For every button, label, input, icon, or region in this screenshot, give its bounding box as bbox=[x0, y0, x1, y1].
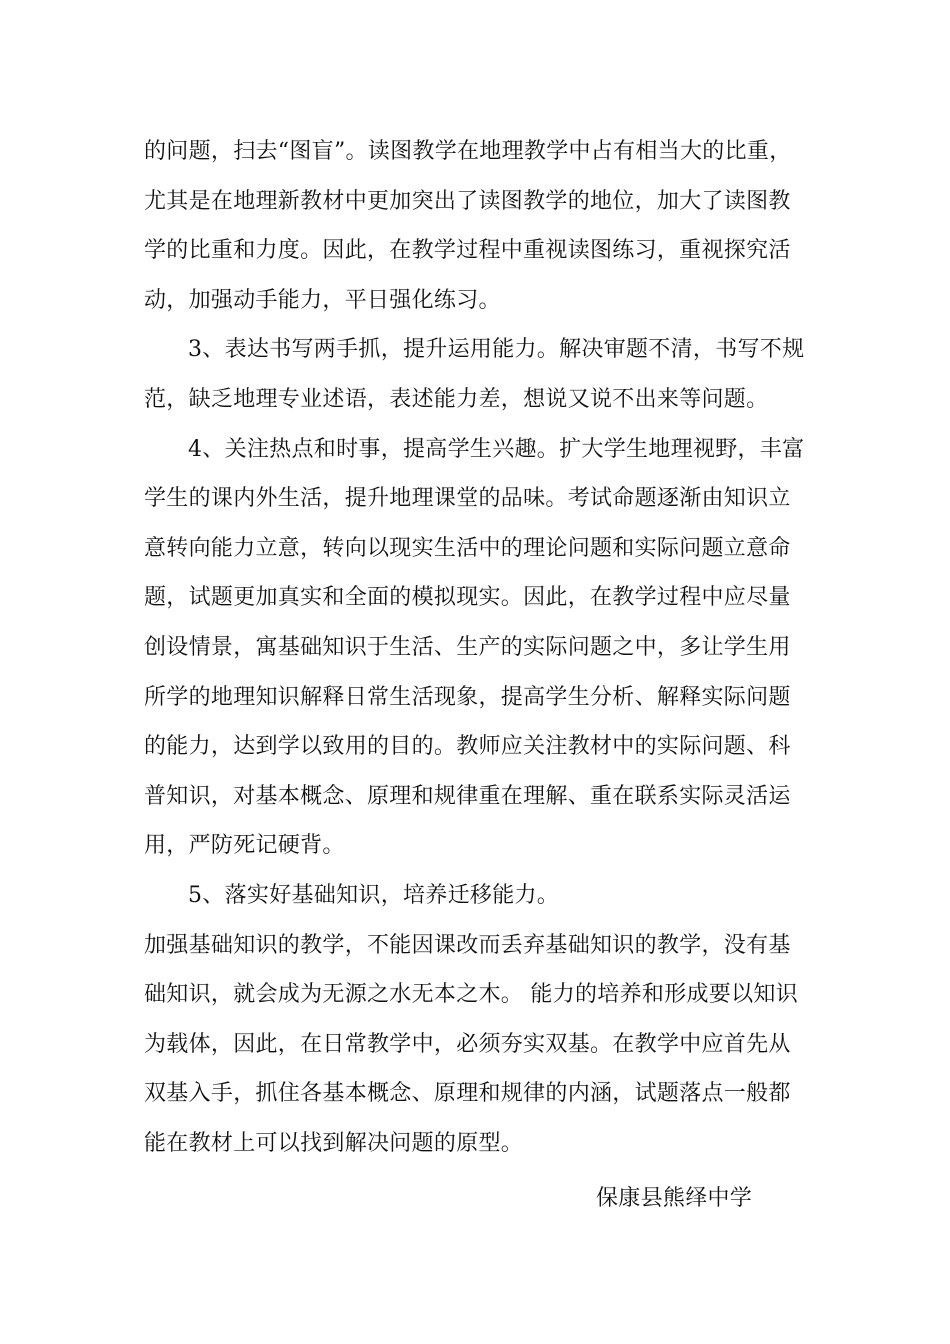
text-line: 为载体，因此，在日常教学中，必须夯实双基。在教学中应首先从 bbox=[144, 1031, 791, 1057]
text-line: 范，缺乏地理专业述语，表述能力差，想说又说不出来等问题。 bbox=[144, 386, 769, 412]
signature: 保康县熊绎中学 bbox=[596, 1186, 753, 1211]
text-line: 础知识，就会成为无源之水无本之木。 能力的培养和形成要以知识 bbox=[144, 982, 798, 1008]
text-line: 动，加强动手能力，平日强化练习。 bbox=[144, 287, 501, 313]
text-line: 尤其是在地理新教材中更加突出了读图教学的地位，加大了读图教 bbox=[144, 188, 791, 214]
text-line: 3、表达书写两手抓，提升运用能力。解决审题不清，书写不规 bbox=[188, 337, 805, 363]
text-line: 加强基础知识的教学，不能因课改而丢弃基础知识的教学，没有基 bbox=[144, 932, 791, 958]
text-line: 普知识，对基本概念、原理和规律重在理解、重在联系实际灵活运 bbox=[144, 783, 791, 809]
text-line: 题，试题更加真实和全面的模拟现实。因此，在教学过程中应尽量 bbox=[144, 585, 791, 611]
text-line: 学的比重和力度。因此，在教学过程中重视读图练习，重视探究活 bbox=[144, 238, 791, 264]
text-line: 双基入手，抓住各基本概念、原理和规律的内涵，试题落点一般都 bbox=[144, 1081, 791, 1107]
text-line: 的问题，扫去“图盲”。读图教学在地理教学中占有相当大的比重， bbox=[144, 139, 792, 164]
text-line: 的能力，达到学以致用的目的。教师应关注教材中的实际问题、科 bbox=[144, 734, 791, 760]
text-line: 创设情景，寓基础知识于生活、生产的实际问题之中，多让学生用 bbox=[144, 634, 791, 660]
text-line: 用，严防死记硬背。 bbox=[144, 833, 345, 859]
text-line: 能在教材上可以找到解决问题的原型。 bbox=[144, 1130, 524, 1156]
text-line: 意转向能力立意，转向以现实生活中的理论问题和实际问题立意命 bbox=[144, 535, 791, 561]
text-line: 所学的地理知识解释日常生活现象，提高学生分析、解释实际问题 bbox=[144, 684, 791, 710]
text-line: 5、落实好基础知识，培养迁移能力。 bbox=[188, 882, 560, 908]
text-line: 4、关注热点和时事，提高学生兴趣。扩大学生地理视野，丰富 bbox=[188, 436, 805, 462]
text-line: 学生的课内外生活，提升地理课堂的品味。考试命题逐渐由知识立 bbox=[144, 486, 791, 512]
body-text bbox=[144, 127, 814, 1168]
